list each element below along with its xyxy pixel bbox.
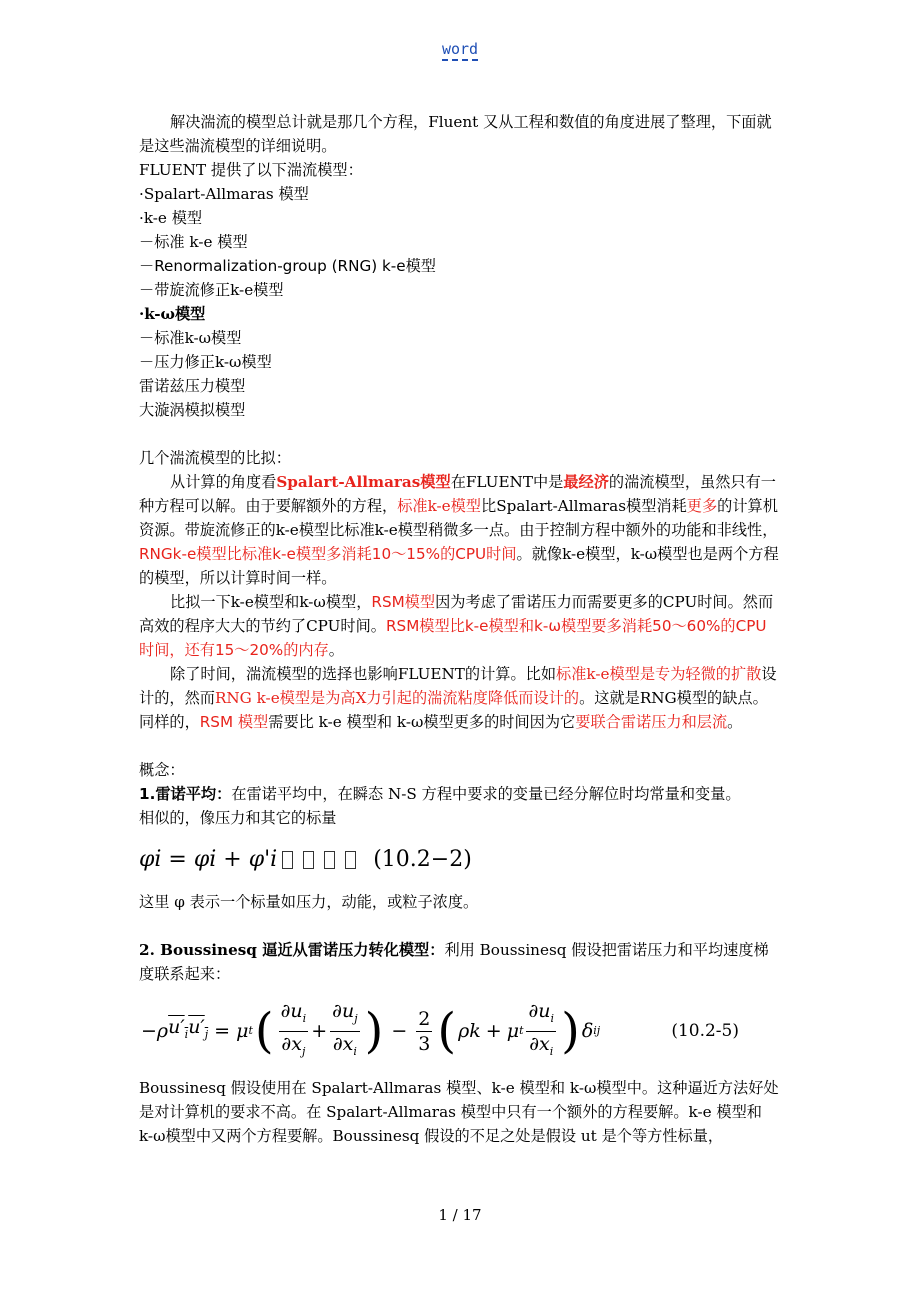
concept-2: 2. Boussinesq 逼近从雷诺压力转化模型：利用 Boussinesq 假设把雷诺压力和平均速度梯度联系起来： [139,941,769,983]
equation-10-2-2 [139,830,779,890]
list-item: －压力修正k-ω模型 [139,353,272,371]
list-item: ·k-ω模型 [139,305,206,323]
header-word: word [442,40,478,61]
list-item: 大漩涡模拟模型 [139,401,246,419]
equation-lhs: φi = φi + φ'i [139,847,278,872]
list-item: －标准 k-e 模型 [139,233,248,251]
model-list [139,182,779,422]
compare-paragraph-3: 除了时间，湍流模型的选择也影响FLUENT的计算。比如标准k-e模型是专为轻微的扩散设计的，然而RNG k-e模型是为高X力引起的湍流粘度降低而设计的。这就是RNG模型的缺点。 [139,665,777,707]
equation-10-2-5: −ρ $u'_iu'_j$ = μ t ( $\frac{\partial u_i}{\partial x_j}$ + $\frac{\partial u_j}{\partial x_i}$ ) − $\frac{2}{3}$ ( ρk + μ t $\frac{\partial u_i}{\partial x_i}$ ) δ ij (10.2-5) [141,999,739,1059]
compare-heading: 几个湍流模型的比拟： [139,449,291,467]
list-item: ·Spalart-Allmaras 模型 [139,185,309,203]
page-header [0,40,920,58]
concept-2-explanation: Boussinesq 假设使用在 Spalart-Allmaras 模型、k-e 模型和 k-ω模型中。这种逼近方法好处是对计算机的要求不高。在 Spalart-Allmaras 模型中只有一个额外的方程要解。k-e 模型和 k-ω模型中又两个方程要解。Boussinesq 假设的不足之处是假设 ut 是个等方性标量， [139,1079,779,1145]
list-item: ·k-e 模型 [139,209,203,227]
page-number: 1 / 17 [438,1206,482,1224]
concept-1: 1.雷诺平均：在雷诺平均中，在瞬态 N-S 方程中要求的变量已经分解位时均常量和变量。 [139,785,741,803]
list-item: －带旋流修正k-e模型 [139,281,284,299]
compare-paragraph-1: 从计算的角度看Spalart-Allmaras模型在FLUENT中是最经济的湍流模型，虽然只有一种方程可以解。由于要解额外的方程，标准k-e模型比Spalart-Allmaras模型消耗更多的计算机资源。带旋流修正的k-e模型比标准k-e模型稍微多一点。由于控制方程中额外的功能和非线性，RNGk-e模型比标准k-e模型多消耗10～15%的CPU时间。就像k-e模型，k-ω模型也是两个方程的模型，所以计算时间一样。 [139,473,779,587]
document-body [139,110,779,1148]
intro-paragraph: 解决湍流的模型总计就是那几个方程，Fluent 又从工程和数值的角度进展了整理，下面就是这些湍流模型的详细说明。 [139,113,772,155]
equation-number: (10.2−2) [373,847,472,872]
compare-paragraph-4: 同样的，RSM 模型需要比 k-e 模型和 k-ω模型更多的时间因为它要联合雷诺压力和层流。 [139,713,743,731]
equation-explanation: 这里 φ 表示一个标量如压力，动能，或粒子浓度。 [139,893,479,911]
concepts-heading: 概念： [139,761,185,779]
list-item: －Renormalization-group (RNG) k-e模型 [139,257,436,275]
list-item: －标准k-ω模型 [139,329,242,347]
list-item: 雷诺兹压力模型 [139,377,246,395]
compare-paragraph-2: 比拟一下k-e模型和k-ω模型，RSM模型因为考虑了雷诺压力而需要更多的CPU时间。然而高效的程序大大的节约了CPU时间。RSM模型比k-e模型和k-ω模型要多消耗50～60%的CPU时间，还有15～20%的内存。 [139,593,774,659]
intro-line: FLUENT 提供了以下湍流模型： [139,161,363,179]
equation-number-2: (10.2-5) [671,1021,739,1041]
concept-1-line2: 相似的，像压力和其它的标量 [139,809,337,827]
